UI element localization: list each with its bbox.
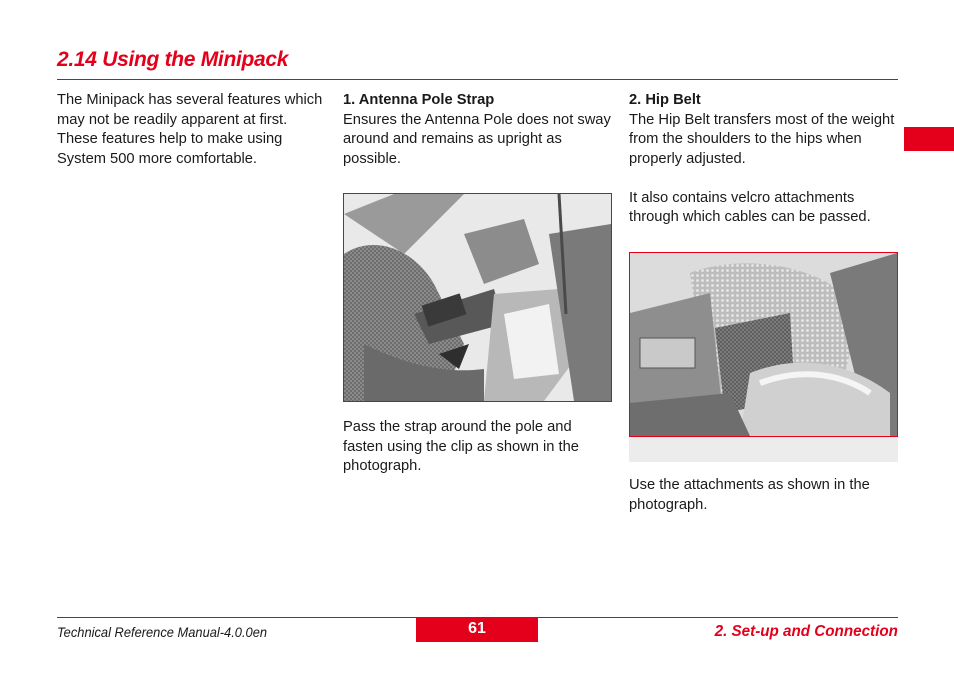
header-rule [57,79,898,80]
antenna-pole-strap-heading: 1. Antenna Pole Strap [343,92,495,108]
antenna-pole-strap-photo [343,193,612,402]
intro-text: The Minipack has several features which may not be readily apparent at first. These features help to make using System 500 more comfortable. [57,92,323,167]
antenna-pole-strap-column [343,91,615,169]
footer-chapter: 2. Set-up and Connection [714,623,898,640]
hip-belt-heading: 2. Hip Belt [629,92,701,108]
hip-belt-velcro-text: It also contains velcro attachments through which cables can be passed. [629,189,871,225]
page-title: 2.14 Using the Minipack [57,48,289,71]
antenna-pole-strap-caption: Pass the strap around the pole and fasten using the clip as shown in the photograph. [343,419,579,474]
antenna-pole-strap-text: Ensures the Antenna Pole does not sway around and remains as upright as possible. [343,111,611,167]
hip-belt-text: The Hip Belt transfers most of the weight from the shoulders to the hips when properly adjusted. [629,111,895,167]
chapter-tab-marker [904,127,954,151]
hip-belt-caption: Use the attachments as shown in the photograph. [629,477,870,513]
intro-column [57,91,325,169]
hip-belt-photo [629,252,898,437]
hip-belt-column [629,91,901,228]
footer-manual-title: Technical Reference Manual-4.0.0en [57,624,268,640]
hip-belt-photo-strip [629,437,898,462]
page-number: 61 [416,618,538,642]
